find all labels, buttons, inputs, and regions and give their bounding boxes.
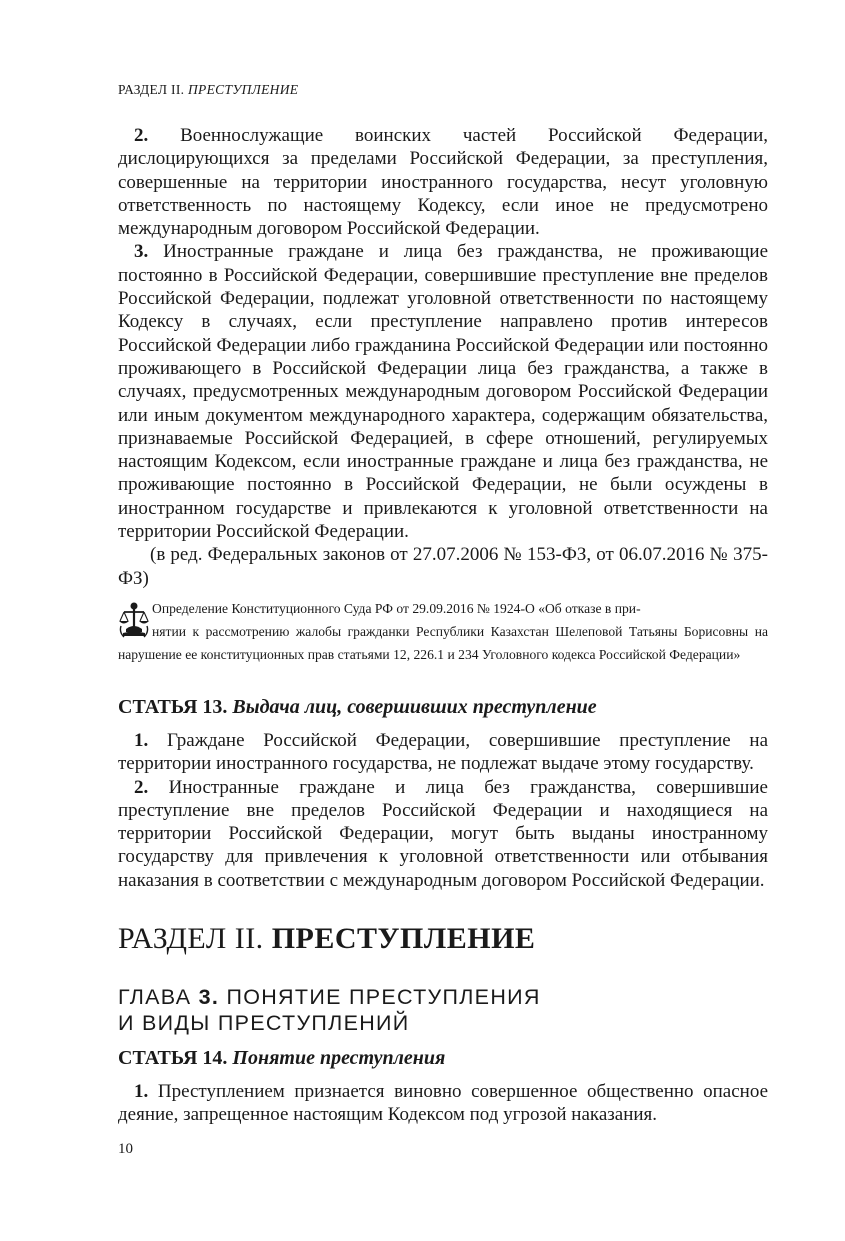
article-14-body [118,1080,768,1127]
section-label: РАЗДЕЛ II. [118,922,264,955]
article-13-label: СТАТЬЯ 13. [118,696,228,718]
paragraph-number: 1. [134,1081,149,1102]
paragraph-text: Преступлением признается виновно совершенное общественно опасное деяние, запрещенное настоящим Кодексом под угрозой наказания. [118,1081,769,1126]
section-heading [118,922,535,956]
court-annotation [118,597,768,666]
article-14-label: СТАТЬЯ 14. [118,1047,228,1069]
paragraph-number: 2. [134,776,149,798]
paragraph-number: 3. [134,241,149,263]
annotation-text: нятии к рассмотрению жалобы гражданки Республики Казахстан Шелеповой Татьяны Борисовны на нарушение ее конституционных прав статьями 12, 226.1 и 234 Уголовного кодекса Российской Федерации» [118,624,768,662]
article-13-title: Выдача лиц, совершивших преступление [232,696,597,718]
running-head-section: РАЗДЕЛ II. [118,82,185,97]
paragraph-text: Военнослужащие воинских частей Российской Федерации, дислоцирующихся за пределами Российской Федерации, за преступления, совершенные на территории иностранного государства, несут уголовную ответственность по настоящему Кодексу, если иное не предусмотрено международным договором Российской Федерации. [118,125,768,240]
paragraph-text: Граждане Российской Федерации, совершившие преступление на территории иностранного государства, не подлежат выдаче этому государству. [118,730,769,775]
chapter-title-line1: ПОНЯТИЕ ПРЕСТУПЛЕНИЯ [226,985,541,1009]
paragraph [118,776,768,892]
chapter-prefix: ГЛАВА [118,985,192,1009]
paragraph-number: 1. [134,730,149,751]
section-name: ПРЕСТУПЛЕНИЕ [271,922,536,955]
running-head [118,82,298,98]
paragraph-text: Иностранные граждане и лица без гражданства, совершившие преступление вне пределов Российской Федерации и находящиеся на территории Российской Федерации, могут быть выданы иностранному государству для привлечения к уголовной ответственности или отбывания наказания в соответствии с международным договором Российской Федерации. [118,776,768,891]
running-head-name: ПРЕСТУПЛЕНИЕ [188,82,299,97]
chapter-heading [118,984,541,1036]
paragraph-text: Иностранные граждане и лица без гражданства, не проживающие постоянно в Российской Федерации, совершившие преступление вне пределов Российской Федерации, подлежат уголовной ответственности по настоящему Кодексу в случаях, если преступление направлено против интересов Российской Федерации либо гражданина Российской Федерации или постоянно проживающего в Российской Федерации лица без гражданства, а также в случаях, предусмотренных международным договором Российской Федерации или иным документом международного характера, содержащим обязательства, признаваемые Российской Федерацией, в сфере отношений, регулируемых настоящим Кодексом, если иностранные граждане и лица без гражданства, не проживающие постоянно в Российской Федерации, не были осуждены в иностранном государстве и привлекаются к уголовной ответственности на территории Российской Федерации. [118,241,768,543]
article-14-heading [118,1047,445,1070]
page-number: 10 [118,1141,133,1157]
paragraph [118,1080,768,1127]
scales-of-justice-icon [118,599,150,639]
article-12-continuation [118,124,768,590]
chapter-title-line2: И ВИДЫ ПРЕСТУПЛЕНИЙ [118,1011,410,1035]
article-13-body [118,729,768,892]
paragraph-number: 2. [134,125,149,146]
paragraph [118,729,768,776]
amendment-note: (в ред. Федеральных законов от 27.07.2006 № 153-ФЗ, от 06.07.2016 № 375-ФЗ) [118,544,768,589]
annotation-first-line: Определение Конституционного Суда РФ от 29.09.2016 № 1924-О «Об отказе в при- [152,601,641,616]
paragraph [118,124,768,240]
chapter-number: 3. [198,985,220,1009]
article-13-heading [118,696,597,719]
paragraph [118,240,768,543]
article-14-title: Понятие преступления [232,1047,446,1069]
